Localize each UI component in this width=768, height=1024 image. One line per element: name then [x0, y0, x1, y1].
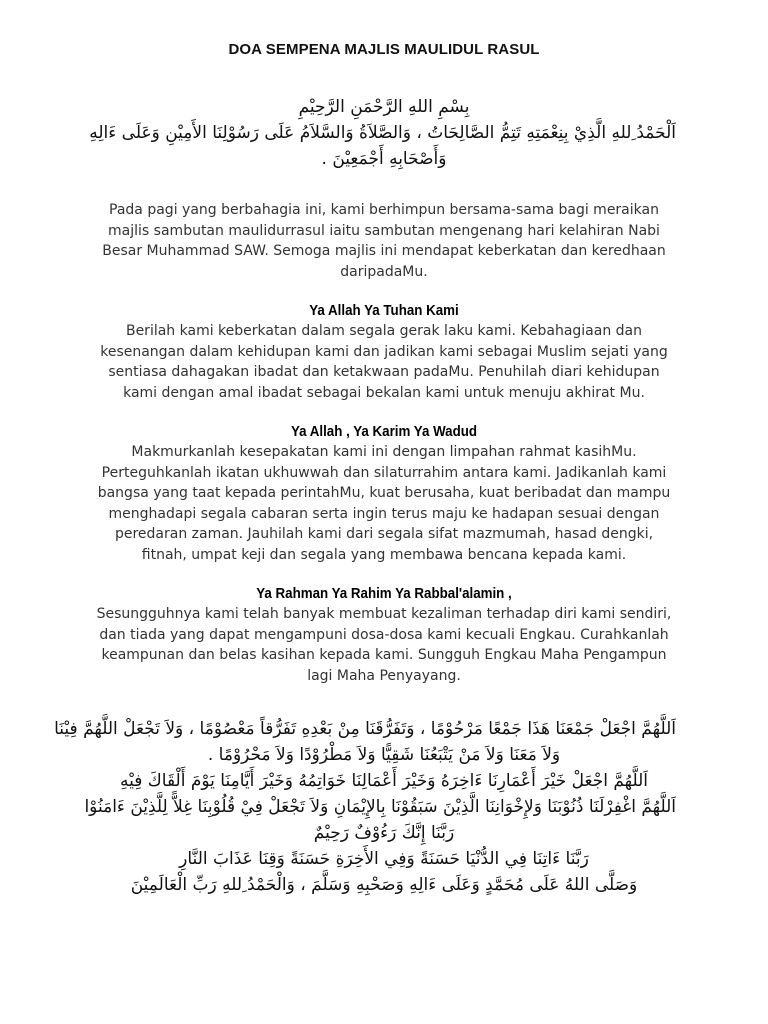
section-body-2: Makmurkanlah kesepakatan kami ini dengan limpahan rahmat kasihMu. Perteguhkanlah ikatan ukhuwwah dan silaturrahim antara kami. Jadikanlah kami bangsa yang taat kepada perintahMu, kuat berusaha, kuat beribadat dan mampu menghadapi segala cabaran serta ingin terus maju ke hadapan sesuai dengan peredaran zaman. Jauhilah kami dari segala sifat mazmumah, hasad dengki, fitnah, umpat keji dan segala yang membawa bencana kepada kami.: [97, 444, 671, 563]
section-body-3: Sesungguhnya kami telah banyak membuat kezaliman terhadap diri kami sendiri, dan tiada yang dapat mengampuni dosa-dosa kami kecuali Engkau. Curahkanlah keampunan dan belas kasihan kepada kami. Sungguh Engkau Maha Pengampun lagi Maha Penyayang.: [96, 606, 672, 684]
arabic-basmalah: بِسْمِ اللهِ الرَّحْمَنِ الرَّحِيْمِ: [298, 97, 470, 117]
arabic-closing-line-5: رَبَّنَا إِنَّكَ رَءُوْفٌ رَحِيْمٌ: [313, 823, 455, 843]
arabic-closing-line-7: وَصَلَّى اللهُ عَلَى مُحَمَّدٍ وَعَلَى ءَالِهِ وَصَحْبِهِ وَسَلَّمَ ، وَالْحَمْدُ ِللهِ رَبِّ الْعَالَمِيْنَ: [130, 875, 638, 895]
section-heading-1: Ya Allah Ya Tuhan Kami: [309, 303, 459, 319]
arabic-closing-line-6: رَبَّنَا ءَاتِنَا فِي الدُّنْيَا حَسَنَةً وَفِي الأَخِرَةِ حَسَنَةً وَقِنَا عَذَابَ النَّارِ: [179, 849, 589, 869]
arabic-hamdalah-line: اَلْحَمْدُ ِللهِ الَّذِيْ بِنِعْمَتِهِ تَتِمُّ الصَّالِحَاتُ ، وَالصَّلاَةُ وَالسَّلاَمُ عَلَى رَسُوْلِنَا الأَمِيْنِ وَعَلَى ءَالِهِ: [89, 123, 676, 143]
document-title: DOA SEMPENA MAJLIS MAULIDUL RASUL: [228, 41, 540, 58]
arabic-closing-doa: [54, 716, 676, 898]
arabic-closing-line-4: اَللَّهُمَّ اغْفِرْلَنَا ذُنُوْبَنَا وَلإِخْوَانِنَا الَّذِيْنَ سَبَقُوْنَا بِالإِيْمَانِ وَلاَ تَجْعَلْ فِيْ قُلُوْبِنَا غِلاًّ لِلَّذِيْنَ ءَامَنُوْا: [84, 797, 676, 817]
section-body-1: Berilah kami keberkatan dalam segala gerak laku kami. Kebahagiaan dan kesenangan dalam kehidupan kami dan jadikan kami sebagai Muslim sejati yang sentiasa dahagakan ibadat dan ketakwaan padaMu. Penuhilah diari kehidupan kami dengan amal ibadat sebagai bekalan kami untuk menuju akhirat Mu.: [100, 323, 668, 401]
arabic-opening: [89, 94, 676, 172]
arabic-closing-line-3: اَللَّهُمَّ اجْعَلْ خَيْرَ أَعْمَارِنَا ءَاخِرَهُ وَخَيْرَ أَعْمَالِنَا خَوَاتِمُهُ وَخَيْرَ أَيَّامِنَا يَوْمَ أَلْقَاكَ فِيْهِ: [119, 771, 649, 791]
arabic-closing-line-2: وَلاَ مَعَنَا وَلاَ مَنْ يَتْبَعُنَا شَقِيًّا وَلاَ مَطْرُوْدًا وَلاَ مَحْرُوْمًا .: [207, 745, 561, 765]
section-heading-2: Ya Allah , Ya Karim Ya Wadud: [290, 424, 478, 440]
arabic-closing-line-1: اَللَّهُمَّ اجْعَلْ جَمْعَنَا هَذَا جَمْعًا مَرْحُوْمًا ، وَتَفَرُّقَنَا مِنْ بَعْدِهِ تَفَرُّقاً مَعْصُوْمًا ، وَلاَ تَجْعَلْ اللَّهُمَّ فِيْنَا: [54, 719, 676, 739]
intro-paragraph: Pada pagi yang berbahagia ini, kami berhimpun bersama-sama bagi meraikan majlis sambutan maulidurrasul iaitu sambutan mengenang hari kelahiran Nabi Besar Muhammad SAW. Semoga majlis ini mendapat keberkatan dan keredhaan daripadaMu.: [102, 202, 666, 280]
arabic-hamdalah-line-end: وَأَصْحَابِهِ أَجْمَعِيْنَ .: [321, 149, 447, 169]
section-heading-3: Ya Rahman Ya Rahim Ya Rabbal'alamin ,: [256, 586, 512, 602]
